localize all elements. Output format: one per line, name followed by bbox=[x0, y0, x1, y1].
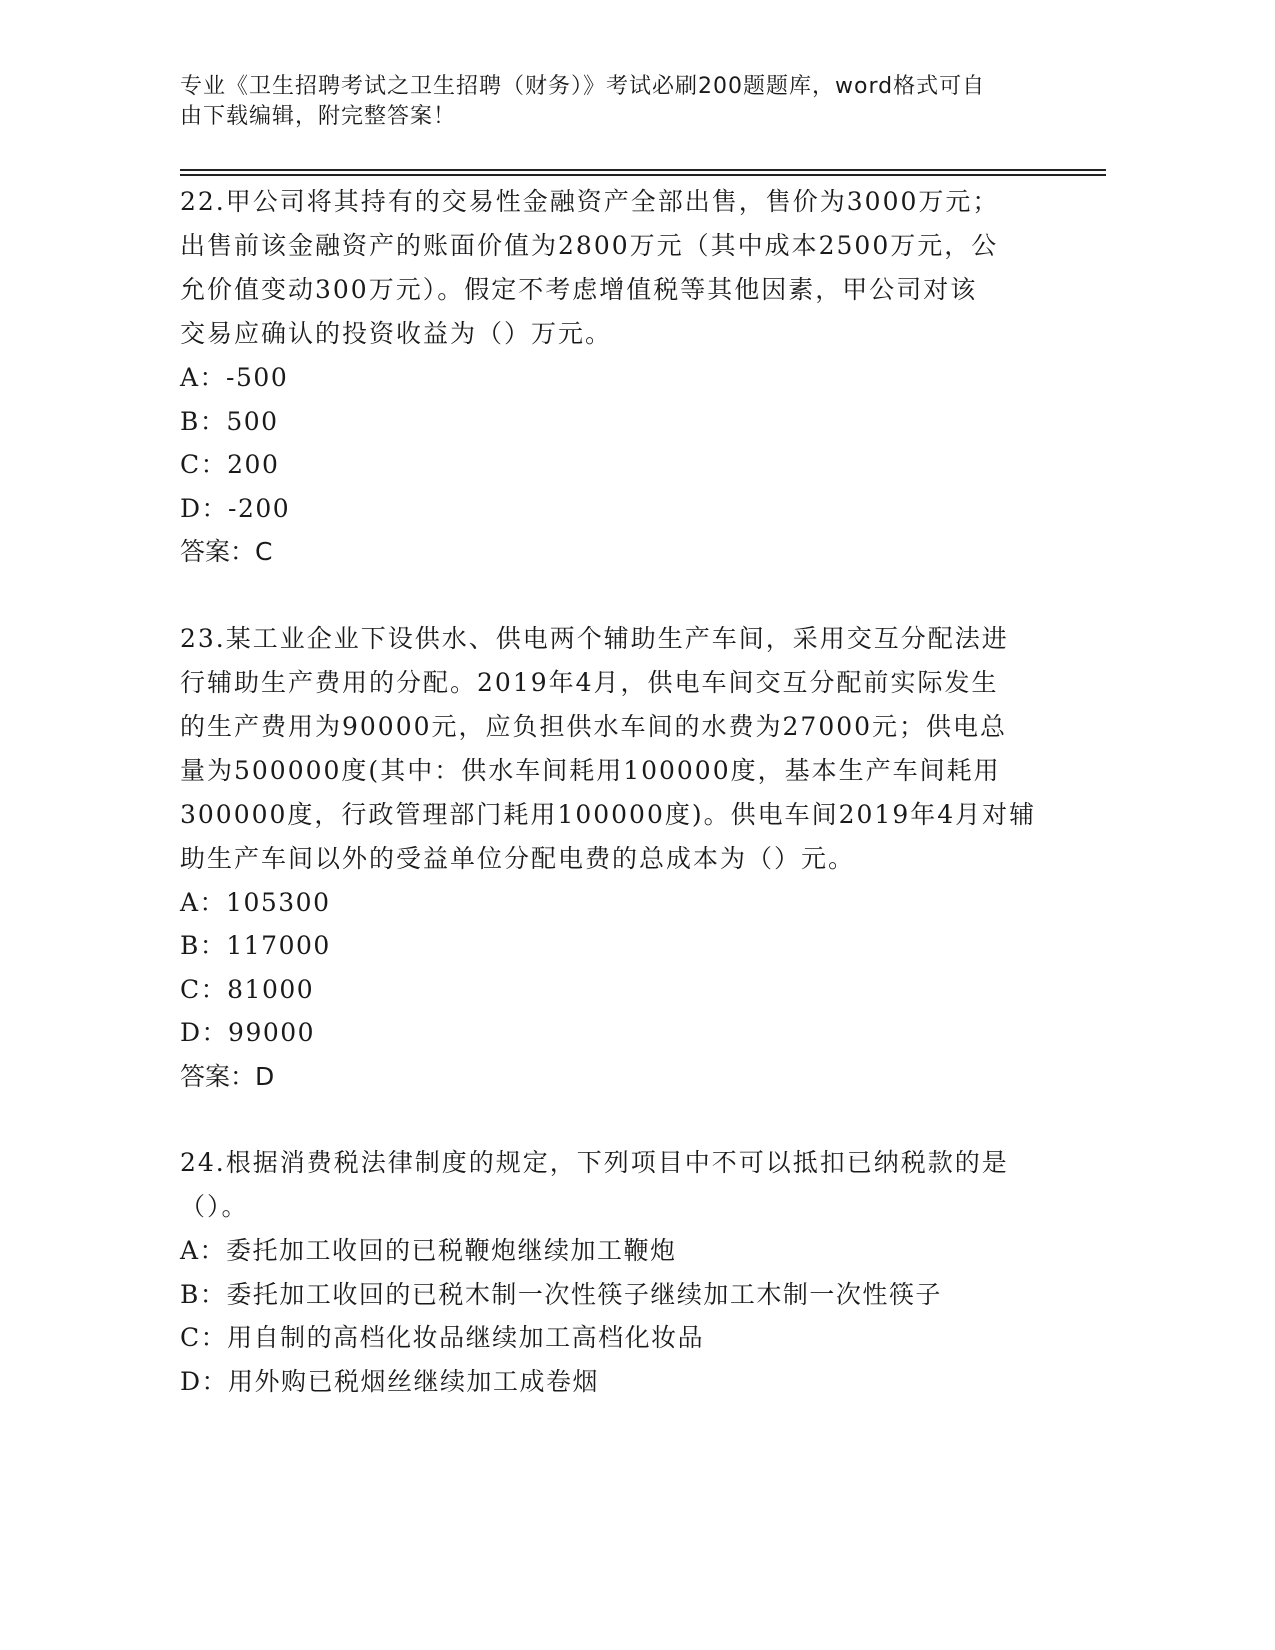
document-header bbox=[180, 72, 1060, 132]
option-a: A：委托加工收回的已税鞭炮继续加工鞭炮 bbox=[180, 1236, 677, 1265]
option-c: C：81000 bbox=[180, 974, 315, 1004]
option-d: D：用外购已税烟丝继续加工成卷烟 bbox=[180, 1366, 600, 1396]
question-23 bbox=[180, 617, 1060, 1099]
answer-line: 答案：D bbox=[180, 1061, 275, 1091]
question-22 bbox=[180, 180, 1060, 574]
question-stem-line: 助生产车间以外的受益单位分配电费的总成本为（）元。 bbox=[180, 843, 856, 873]
question-stem-line: 出售前该金融资产的账面价值为2800万元（其中成本2500万元，公 bbox=[180, 231, 999, 260]
header-divider-bottom bbox=[180, 174, 1106, 176]
question-stem-line: 行辅助生产费用的分配。2019年4月，供电车间交互分配前实际发生 bbox=[180, 667, 999, 697]
option-b: B：委托加工收回的已税木制一次性筷子继续加工木制一次性筷子 bbox=[180, 1279, 942, 1309]
header-divider-top bbox=[180, 169, 1106, 171]
header-line-2: 由下载编辑，附完整答案！ bbox=[180, 104, 457, 129]
question-list bbox=[180, 180, 1060, 1403]
question-stem-line: 允价值变动300万元）。假定不考虑增值税等其他因素，甲公司对该 bbox=[180, 275, 978, 304]
question-stem-line: 300000度，行政管理部门耗用100000度)。供电车间2019年4月对辅 bbox=[180, 799, 1037, 829]
question-stem-line: 24.根据消费税法律制度的规定，下列项目中不可以抵扣已纳税款的是 bbox=[180, 1148, 1009, 1177]
option-c: C：用自制的高档化妆品继续加工高档化妆品 bbox=[180, 1323, 705, 1352]
question-stem-line: 22.甲公司将其持有的交易性金融资产全部出售，售价为3000万元； bbox=[180, 187, 1000, 216]
question-spacer bbox=[180, 574, 1060, 617]
option-b: B：500 bbox=[180, 406, 279, 436]
option-c: C：200 bbox=[180, 450, 280, 479]
option-a: A：105300 bbox=[180, 887, 331, 917]
question-stem-line: 交易应确认的投资收益为（）万元。 bbox=[180, 319, 613, 348]
header-line-1: 专业《卫生招聘考试之卫生招聘（财务）》考试必刷200题题库，word格式可自 bbox=[180, 74, 986, 99]
option-d: D：99000 bbox=[180, 1018, 316, 1047]
answer-line: 答案：C bbox=[180, 537, 273, 566]
question-stem-line: 的生产费用为90000元，应负担供水车间的水费为27000元；供电总 bbox=[180, 711, 1008, 741]
option-b: B：117000 bbox=[180, 931, 331, 960]
question-stem-line: 量为500000度(其中：供水车间耗用100000度，基本生产车间耗用 bbox=[180, 755, 1001, 785]
option-a: A：-500 bbox=[180, 363, 289, 392]
question-stem-line: （）。 bbox=[180, 1192, 249, 1221]
question-stem-line: 23.某工业企业下设供水、供电两个辅助生产车间，采用交互分配法进 bbox=[180, 623, 1009, 653]
question-24 bbox=[180, 1141, 1060, 1403]
option-d: D：-200 bbox=[180, 493, 291, 523]
question-spacer bbox=[180, 1098, 1060, 1141]
